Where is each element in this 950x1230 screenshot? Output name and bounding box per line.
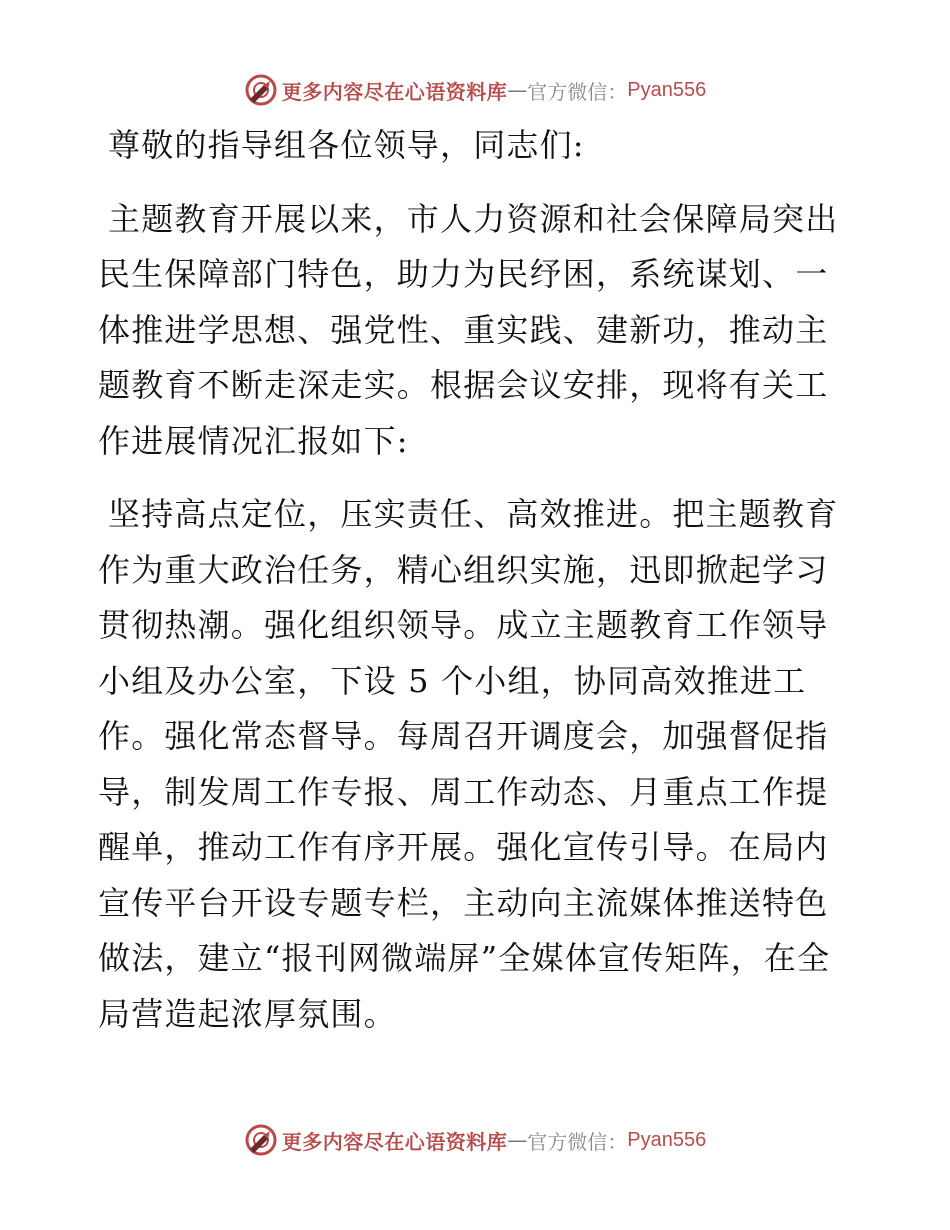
header-banner xyxy=(0,70,950,110)
banner-wechat-id: Pyan556 xyxy=(627,78,707,101)
greeting-line: 尊敬的指导组各位领导，同志们: xyxy=(108,126,585,164)
paragraph-positioning: 坚持高点定位，压实责任、高效推进。把主题教育作为重大政治任务，精心组织实施，迅即掀起学习贯彻热潮。强化组织领导。成立主题教育工作领导小组及办公室，下设 5 个小组，协同高效推进工作。强化常态督导。每周召开调度会，加强督促指导，制发周工作专报、周工作动态、月重点工作提醒单，推动工作有序开展。强化宣传引导。在局内宣传平台开设专题专栏，主动向主流媒体推送特色做法，建立“报刊网微端屏”全媒体宣传矩阵，在全局营造起浓厚氛围。 xyxy=(98,495,839,1033)
banner-title: 更多内容尽在心语资料库 xyxy=(281,1129,508,1154)
brand-logo-icon xyxy=(244,73,278,107)
document-body xyxy=(98,118,850,1042)
banner-separator: — xyxy=(507,78,528,102)
brand-logo-icon xyxy=(244,1123,278,1157)
footer-banner xyxy=(0,1120,950,1160)
banner-wechat-label: 官方微信： xyxy=(527,1129,628,1154)
banner-separator: — xyxy=(507,1128,528,1152)
banner-title: 更多内容尽在心语资料库 xyxy=(281,79,508,104)
paragraph-intro: 主题教育开展以来，市人力资源和社会保障局突出民生保障部门特色，助力为民纾困，系统谋划、一体推进学思想、强党性、重实践、建新功，推动主题教育不断走深走实。根据会议安排，现将有关工作进展情况汇报如下: xyxy=(98,199,839,460)
banner-wechat-label: 官方微信： xyxy=(527,79,628,104)
banner-wechat-id: Pyan556 xyxy=(627,1128,707,1151)
